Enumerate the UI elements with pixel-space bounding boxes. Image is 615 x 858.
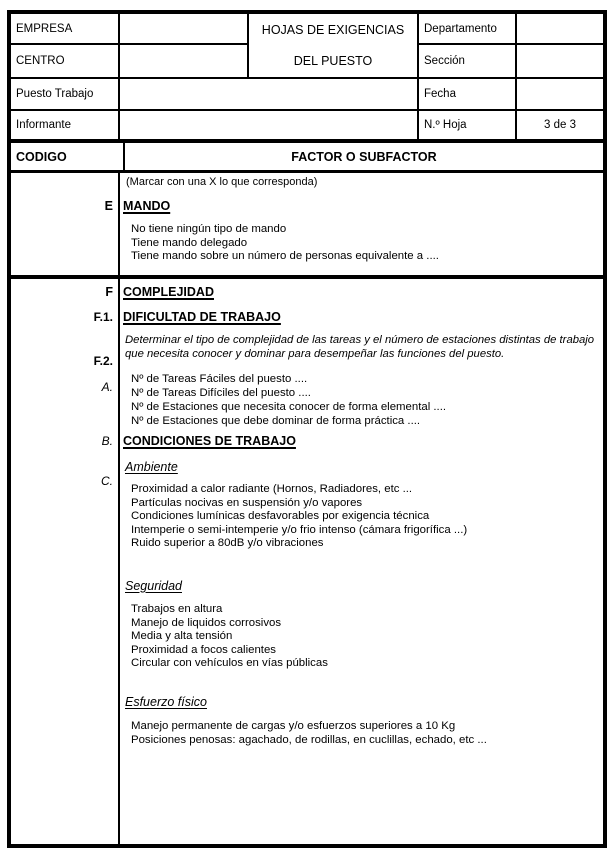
seguridad-heading: Seguridad [125,579,182,593]
dificultad-description: Determinar el tipo de complejidad de las tareas y el número de estaciones distintas de trabajo que necesita conocer y dominar para desempeñar las funciones del puesto. [125,334,595,360]
empresa-value-cell [120,14,249,45]
ambiente-item: Partículas nocivas en suspensión y/o vapores [131,496,363,509]
ambiente-item: Intemperie o semi-intemperie y/o frio intenso (cámara frigorífica ...) [131,523,468,536]
dificultad-item: Nº de Tareas Fáciles del puesto .... [131,373,308,385]
code-f1: F.1. [93,310,113,324]
seguridad-items [131,603,328,671]
num-hoja-value: 3 de 3 [544,119,576,131]
mando-item: Tiene mando delegado [131,236,248,249]
esfuerzo-heading: Esfuerzo físico [125,695,207,709]
mark-x-note: (Marcar con una X lo que corresponda) [126,176,318,188]
dificultad-item: Nº de Tareas Difíciles del puesto .... [131,387,311,399]
codigo-factor-row [11,143,603,170]
form-sheet [7,10,607,848]
mando-content [120,173,603,275]
seguridad-item: Proximidad a focos calientes [131,643,276,656]
puesto-trabajo-label: Puesto Trabajo [11,79,120,111]
departamento-label: Departamento [419,14,517,45]
complejidad-heading: COMPLEJIDAD [123,285,214,299]
code-c: C. [101,474,113,488]
mando-code-column [11,173,120,275]
mando-item: Tiene mando sobre un número de personas equivalente a .... [131,250,439,262]
esfuerzo-item: Manejo permanente de cargas y/o esfuerzos superiores a 10 Kg [131,720,456,732]
section-mando [11,173,603,275]
mando-heading: MANDO [123,199,171,213]
puesto-trabajo-value-cell [120,79,419,111]
complejidad-code-column [11,279,120,844]
ambiente-heading: Ambiente [125,460,178,474]
seguridad-item: Trabajos en altura [131,603,223,615]
code-f2: F.2. [93,354,113,368]
form-title-line2: DEL PUESTO [293,54,373,69]
dificultad-item: Nº de Estaciones que debe dominar de forma práctica .... [131,415,421,427]
num-hoja-label: N.º Hoja [419,111,517,139]
dificultad-items [131,372,446,428]
condiciones-heading: CONDICIONES DE TRABAJO [123,434,296,448]
informante-label: Informante [11,111,120,139]
ambiente-item: Proximidad a calor radiante (Hornos, Radiadores, etc ... [131,483,413,495]
codigo-header: CODIGO [11,143,125,170]
centro-value-cell [120,45,249,79]
empresa-label: EMPRESA [11,14,120,45]
header-table [11,14,603,139]
esfuerzo-items [131,720,487,747]
code-e: E [104,199,113,213]
seccion-value-cell [517,45,603,79]
dificultad-heading: DIFICULTAD DE TRABAJO [123,310,281,324]
informante-value-cell [120,111,419,139]
ambiente-item: Ruido superior a 80dB y/o vibraciones [131,537,324,549]
fecha-label: Fecha [419,79,517,111]
ambiente-item: Condiciones lumínicas desfavorables por exigencia técnica [131,510,430,522]
dificultad-item: Nº de Estaciones que necesita conocer de forma elemental .... [131,401,447,413]
complejidad-content [120,279,603,844]
form-title-line1: HOJAS DE EXIGENCIAS [261,22,405,37]
mando-item: No tiene ningún tipo de mando [131,223,287,235]
form-title [249,14,419,79]
seguridad-item: Manejo de liquidos corrosivos [131,616,282,629]
section-complejidad [11,279,603,844]
seguridad-item: Media y alta tensión [131,630,233,642]
factor-header: FACTOR O SUBFACTOR [291,149,437,164]
ambiente-items [131,483,467,551]
centro-label: CENTRO [11,45,120,79]
fecha-value-cell [517,79,603,111]
code-b: B. [101,434,113,448]
mando-items [131,223,439,264]
departamento-value-cell [517,14,603,45]
code-f: F [105,285,113,299]
esfuerzo-item: Posiciones penosas: agachado, de rodillas, en cuclillas, echado, etc ... [131,733,487,746]
seguridad-item: Circular con vehículos en vías públicas [131,657,328,669]
seccion-label: Sección [419,45,517,79]
code-a: A. [101,380,113,394]
